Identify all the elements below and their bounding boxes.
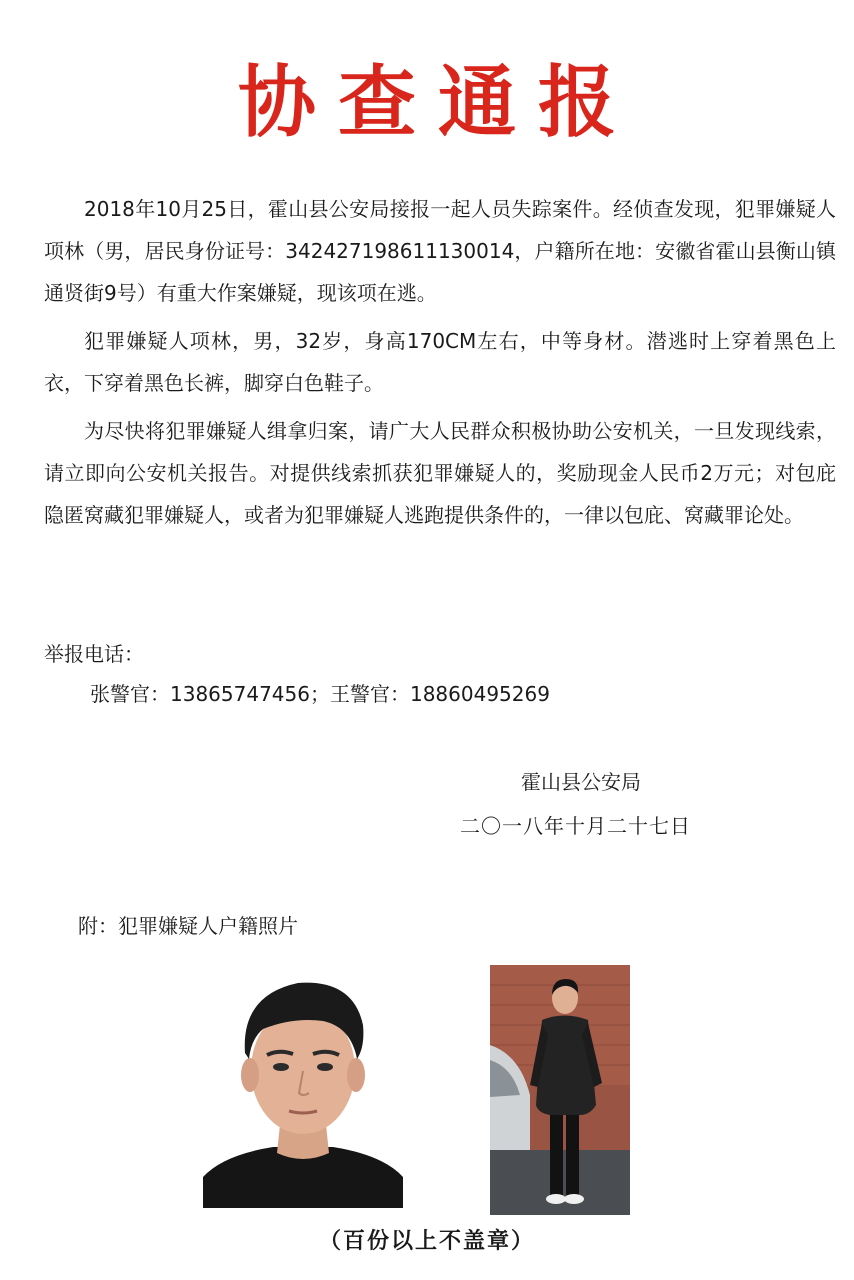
paragraph-description: 犯罪嫌疑人项林，男，32岁，身高170CM左右，中等身材。潜逃时上穿着黑色上衣，下穿着黑色长裤，脚穿白色鞋子。 <box>44 329 836 395</box>
contact-phones: 张警官：13865747456；王警官：18860495269 <box>90 682 550 706</box>
notice-title: 协查通报 <box>237 58 638 148</box>
suspect-full-body-photo <box>490 965 630 1215</box>
paragraph-case: 2018年10月25日，霍山县公安局接报一起人员失踪案件。经侦查发现，犯罪嫌疑人项林（男，居民身份证号：342427198611130014，户籍所在地：安徽省霍山县衡山镇通贤街9号）有重大作案嫌疑，现该项在逃。 <box>44 197 836 305</box>
attachment-label: 附：犯罪嫌疑人户籍照片 <box>78 914 298 938</box>
notice-body <box>44 188 836 542</box>
footer-note: （百份以上不盖章） <box>318 1229 535 1254</box>
report-phone-label: 举报电话： <box>44 642 144 666</box>
issuer-name: 霍山县公安局 <box>521 770 641 794</box>
issue-date: 二〇一八年十月二十七日 <box>460 814 691 838</box>
suspect-id-photo <box>203 955 403 1208</box>
paragraph-appeal: 为尽快将犯罪嫌疑人缉拿归案，请广大人民群众积极协助公安机关，一旦发现线索，请立即向公安机关报告。对提供线索抓获犯罪嫌疑人的，奖励现金人民币2万元；对包庇隐匿窝藏犯罪嫌疑人，或者为犯罪嫌疑人逃跑提供条件的，一律以包庇、窝藏罪论处。 <box>44 419 836 527</box>
